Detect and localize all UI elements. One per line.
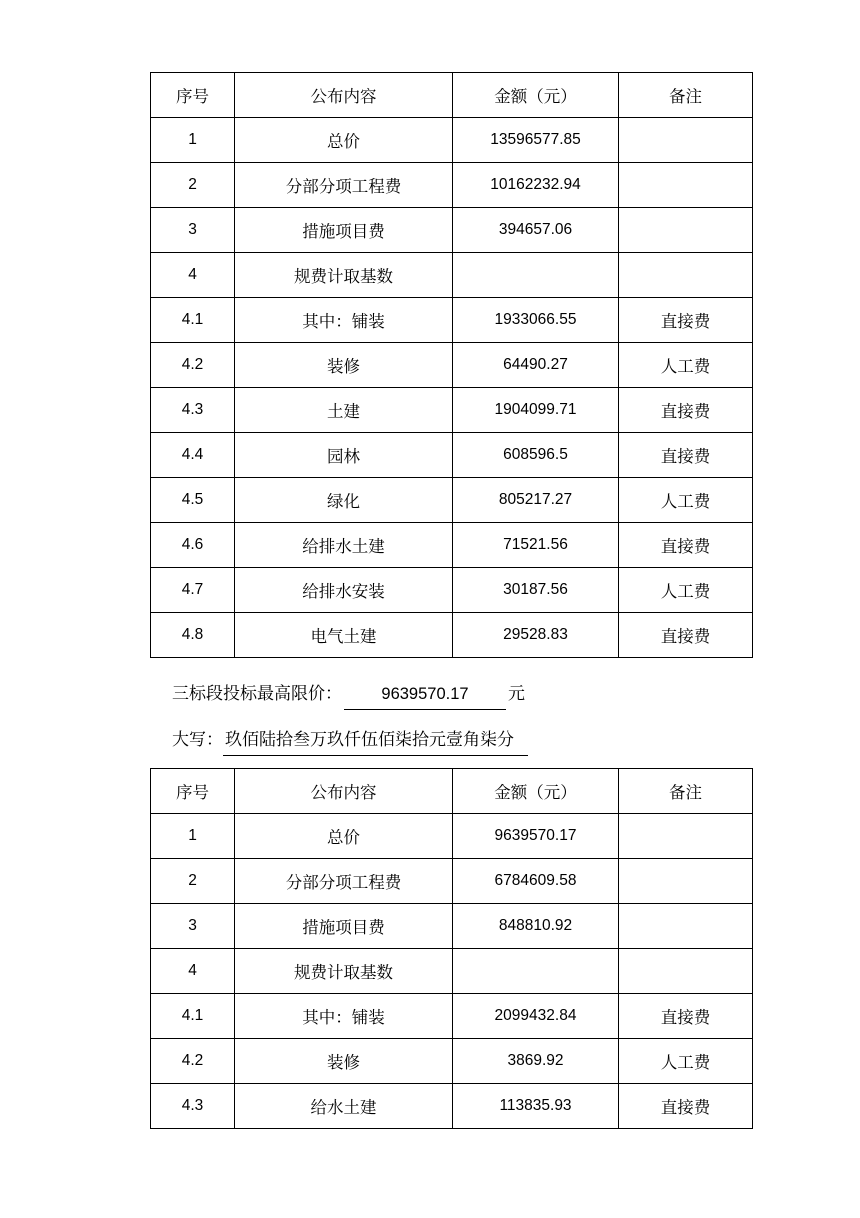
cell-content: 给排水安装: [235, 568, 453, 613]
cell-note: 直接费: [619, 433, 753, 478]
bid-limit-price-line: [172, 680, 750, 710]
header-amount: 金额（元）: [453, 73, 619, 118]
table2-body: [151, 769, 753, 1129]
table-row: [151, 253, 753, 298]
cell-note: [619, 904, 753, 949]
table-row: [151, 388, 753, 433]
cell-amount: 9639570.17: [453, 814, 619, 859]
bid-limit-price-unit: 元: [508, 684, 525, 703]
cell-note: 直接费: [619, 994, 753, 1039]
table-row: [151, 814, 753, 859]
cell-amount: 848810.92: [453, 904, 619, 949]
cell-amount: [453, 253, 619, 298]
cell-amount: 13596577.85: [453, 118, 619, 163]
cell-content: 分部分项工程费: [235, 859, 453, 904]
cell-seq: 1: [151, 118, 235, 163]
cell-amount: 2099432.84: [453, 994, 619, 1039]
cell-amount: 30187.56: [453, 568, 619, 613]
cell-amount: 3869.92: [453, 1039, 619, 1084]
amount-in-words-label: 大写：: [172, 730, 223, 749]
cell-seq: 4.3: [151, 1084, 235, 1129]
cell-note: 直接费: [619, 1084, 753, 1129]
cell-content: 土建: [235, 388, 453, 433]
cell-content: 绿化: [235, 478, 453, 523]
cell-note: 直接费: [619, 523, 753, 568]
cell-content: 给水土建: [235, 1084, 453, 1129]
table-row: [151, 1039, 753, 1084]
cell-amount: 71521.56: [453, 523, 619, 568]
cell-content: 措施项目费: [235, 208, 453, 253]
table-row: [151, 904, 753, 949]
cell-seq: 4: [151, 949, 235, 994]
cell-seq: 4: [151, 253, 235, 298]
cell-seq: 2: [151, 163, 235, 208]
cell-content: 装修: [235, 343, 453, 388]
page-bottom-spacer: [150, 1129, 750, 1139]
table1-body: [151, 73, 753, 658]
cell-note: 直接费: [619, 388, 753, 433]
cell-seq: 3: [151, 904, 235, 949]
table-row: [151, 118, 753, 163]
cell-note: [619, 949, 753, 994]
cell-seq: 4.8: [151, 613, 235, 658]
cell-content: 其中：铺装: [235, 994, 453, 1039]
cell-content: 给排水土建: [235, 523, 453, 568]
cell-amount: 805217.27: [453, 478, 619, 523]
table-header-row: [151, 769, 753, 814]
cell-note: 人工费: [619, 478, 753, 523]
cell-note: 人工费: [619, 1039, 753, 1084]
cell-note: [619, 814, 753, 859]
cell-seq: 4.2: [151, 1039, 235, 1084]
table-row: [151, 433, 753, 478]
cell-amount: 10162232.94: [453, 163, 619, 208]
table-header-row: [151, 73, 753, 118]
cell-content: 园林: [235, 433, 453, 478]
cell-amount: 113835.93: [453, 1084, 619, 1129]
cell-content: 措施项目费: [235, 904, 453, 949]
table-row: [151, 343, 753, 388]
table-row: [151, 1084, 753, 1129]
cell-amount: 64490.27: [453, 343, 619, 388]
table-row: [151, 208, 753, 253]
cell-content: 电气土建: [235, 613, 453, 658]
table-row: [151, 859, 753, 904]
table-row: [151, 478, 753, 523]
cell-note: [619, 163, 753, 208]
cell-amount: 29528.83: [453, 613, 619, 658]
cell-seq: 4.3: [151, 388, 235, 433]
cell-content: 规费计取基数: [235, 253, 453, 298]
table-row: [151, 613, 753, 658]
table-row: [151, 298, 753, 343]
table-row: [151, 994, 753, 1039]
bid-limit-price-value: 9639570.17: [344, 680, 506, 710]
cell-note: 人工费: [619, 568, 753, 613]
cost-table-section-two: [150, 72, 753, 658]
cell-note: 直接费: [619, 613, 753, 658]
cell-amount: 394657.06: [453, 208, 619, 253]
cell-seq: 3: [151, 208, 235, 253]
header-content: 公布内容: [235, 73, 453, 118]
cell-note: [619, 859, 753, 904]
header-seq: 序号: [151, 73, 235, 118]
header-amount: 金额（元）: [453, 769, 619, 814]
cell-note: [619, 208, 753, 253]
table-row: [151, 949, 753, 994]
cell-content: 总价: [235, 118, 453, 163]
cell-content: 分部分项工程费: [235, 163, 453, 208]
cell-amount: 6784609.58: [453, 859, 619, 904]
cell-seq: 4.2: [151, 343, 235, 388]
cost-table-section-three: [150, 768, 753, 1129]
cell-note: 人工费: [619, 343, 753, 388]
cell-seq: 4.5: [151, 478, 235, 523]
cell-seq: 4.1: [151, 994, 235, 1039]
cell-amount: 1904099.71: [453, 388, 619, 433]
cell-seq: 4.4: [151, 433, 235, 478]
cell-amount: [453, 949, 619, 994]
cell-note: [619, 253, 753, 298]
cell-amount: 608596.5: [453, 433, 619, 478]
header-note: 备注: [619, 73, 753, 118]
bid-limit-price-label: 三标段投标最高限价：: [172, 684, 342, 703]
cell-seq: 4.1: [151, 298, 235, 343]
cell-content: 装修: [235, 1039, 453, 1084]
amount-in-words-value: 玖佰陆拾叁万玖仟伍佰柒拾元壹角柒分: [223, 726, 528, 756]
cell-content: 规费计取基数: [235, 949, 453, 994]
table-row: [151, 523, 753, 568]
cell-seq: 2: [151, 859, 235, 904]
header-content: 公布内容: [235, 769, 453, 814]
amount-in-words-line: [172, 726, 750, 756]
cell-content: 其中：铺装: [235, 298, 453, 343]
header-seq: 序号: [151, 769, 235, 814]
table-row: [151, 568, 753, 613]
table-row: [151, 163, 753, 208]
cell-note: 直接费: [619, 298, 753, 343]
cell-amount: 1933066.55: [453, 298, 619, 343]
cell-content: 总价: [235, 814, 453, 859]
cell-seq: 1: [151, 814, 235, 859]
header-note: 备注: [619, 769, 753, 814]
cell-seq: 4.6: [151, 523, 235, 568]
cell-seq: 4.7: [151, 568, 235, 613]
cell-note: [619, 118, 753, 163]
